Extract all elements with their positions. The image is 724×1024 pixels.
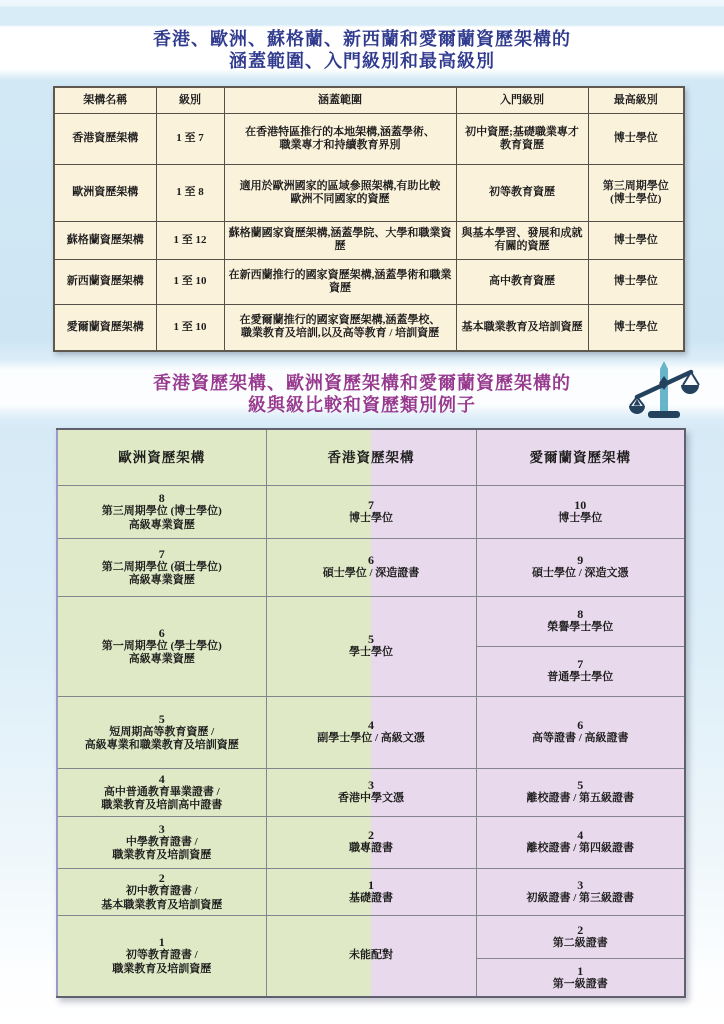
hkqf-cell — [266, 538, 476, 596]
cell-line: 高中教育資歷 — [489, 275, 555, 287]
level-number: 4 — [158, 771, 165, 786]
level-number: 8 — [158, 491, 165, 505]
level-number: 10 — [574, 497, 587, 512]
comparison-row — [57, 915, 685, 958]
title2-line1: 香港資歷架構、歐洲資歷架構和愛爾蘭資歷架構的 — [153, 373, 571, 393]
nfq-cell — [476, 538, 685, 596]
level-label: 高中普通教育畢業證書 / — [103, 785, 220, 798]
nfq-cell — [476, 596, 685, 646]
level-number: 4 — [577, 828, 584, 843]
table-row-ireland — [54, 304, 684, 351]
cell-line: 職業專才和持續教育界別 — [279, 138, 401, 151]
level-label: 第一級證書 — [552, 977, 608, 990]
hkqf-cell — [266, 596, 476, 696]
level-label: 中學教育證書 / — [125, 835, 198, 848]
header-top-level: 最高級別 — [588, 87, 684, 113]
level-label: 高等證書 / 高級證書 — [531, 732, 629, 745]
cell-line: 歐洲不同國家的資歷 — [290, 192, 390, 205]
comparison-row — [57, 696, 685, 768]
header-nfq-ireland: 愛爾蘭資歷架構 — [476, 429, 685, 485]
framework-top — [588, 259, 684, 304]
level-number: 5 — [368, 632, 374, 647]
cell-line: 博士學位 — [613, 320, 658, 333]
cell-line: 職業教育及培訓,以及高等教育 / 培訓資歷 — [240, 327, 440, 340]
level-label: 離校證書 / 第五級證書 — [526, 792, 635, 805]
hkqf-cell — [266, 768, 476, 816]
framework-scope — [224, 113, 456, 164]
level-label: 離校證書 / 第四級證書 — [526, 842, 635, 855]
level-number: 5 — [577, 778, 584, 793]
level-number: 2 — [368, 828, 374, 843]
level-number: 4 — [368, 718, 374, 733]
eqf-cell — [57, 538, 266, 596]
level-comparison-table — [56, 428, 686, 998]
level-label: 職業教育及培訓資歷 — [112, 849, 212, 861]
table-row-hk — [54, 113, 684, 164]
table-row-scotland — [54, 221, 684, 259]
level-label: 第一周期學位 (學士學位) — [101, 639, 222, 652]
level-label: 職業教育及培訓高中證書 — [101, 799, 223, 811]
level-label: 博士學位 — [558, 511, 603, 524]
cell-line: 適用於歐洲國家的區域參照架構,有助比較 — [239, 179, 441, 192]
cell-line: 基本職業教育及培訓資歷 — [461, 320, 583, 333]
header-levels: 級別 — [156, 87, 224, 113]
framework-levels: 1 至 10 — [156, 259, 224, 304]
level-label: 初級證書 / 第三級證書 — [526, 891, 635, 904]
eqf-cell — [57, 485, 266, 538]
level-label: 榮譽學士學位 — [547, 621, 614, 634]
level-label: 基礎證書 — [349, 891, 393, 904]
cell-line: 教育資歷 — [500, 138, 544, 151]
framework-entry — [456, 259, 588, 304]
hkqf-cell — [266, 485, 476, 538]
page-title-frameworks — [0, 28, 724, 72]
cell-line: 在香港特區推行的本地架構,涵蓋學術、 — [245, 125, 435, 138]
frameworks-summary-table — [53, 86, 685, 352]
level-number: 7 — [158, 546, 165, 561]
level-label: 博士學位 — [349, 511, 393, 524]
header-framework-name: 架構名稱 — [54, 87, 156, 113]
framework-name: 歐洲資歷架構 — [54, 164, 156, 221]
level-number: 1 — [577, 963, 584, 978]
level-number: 1 — [368, 877, 374, 892]
framework-scope — [224, 304, 456, 351]
level-label: 高級專業資歷 — [128, 653, 195, 665]
framework-name: 新西蘭資歷架構 — [54, 259, 156, 304]
table-row-nz — [54, 259, 684, 304]
level-number: 9 — [577, 553, 584, 568]
page-title-comparison — [0, 372, 724, 416]
comparison-row — [57, 868, 685, 915]
cell-line: 博士學位 — [613, 132, 658, 144]
framework-entry — [456, 164, 588, 221]
level-number: 6 — [368, 553, 374, 568]
level-number: 7 — [368, 497, 374, 512]
comparison-row — [57, 816, 685, 868]
level-number: 8 — [577, 607, 584, 622]
eqf-cell — [57, 768, 266, 816]
framework-entry — [456, 304, 588, 351]
eqf-cell — [57, 816, 266, 868]
table-row-eu — [54, 164, 684, 221]
level-label: 學士學位 — [349, 646, 393, 659]
framework-scope — [224, 259, 456, 304]
nfq-cell — [476, 816, 685, 868]
eqf-cell — [57, 915, 266, 997]
level-label: 第二級證書 — [552, 936, 608, 949]
header-hkqf: 香港資歷架構 — [266, 429, 476, 485]
level-number: 6 — [158, 625, 165, 640]
level-label: 初等教育證書 / — [125, 949, 198, 962]
cell-line: 蘇格蘭國家資歷架構,涵蓋學院、大學和職業資歷 — [228, 227, 452, 252]
comparison-row — [57, 485, 685, 538]
comparison-row — [57, 596, 685, 646]
level-label: 碩士學位 / 深造證書 — [322, 567, 420, 580]
framework-levels: 1 至 7 — [156, 113, 224, 164]
nfq-cell — [476, 868, 685, 915]
framework-entry — [456, 221, 588, 259]
table-header-row — [54, 87, 684, 113]
nfq-cell — [476, 768, 685, 816]
cell-line: 在新西蘭推行的國家資歷架構,涵蓋學術和職業資歷 — [228, 268, 452, 294]
level-label: 未能配對 — [349, 949, 393, 961]
nfq-cell — [476, 485, 685, 538]
cell-line: 博士學位 — [613, 275, 658, 287]
level-label: 碩士學位 / 深造文憑 — [531, 567, 629, 580]
title1-line1: 香港、歐洲、蘇格蘭、新西蘭和愛爾蘭資歷架構的 — [153, 29, 571, 49]
nfq-cell — [476, 958, 685, 997]
title2-line2: 級與級比較和資歷類別例子 — [248, 395, 476, 415]
level-number: 5 — [158, 711, 165, 726]
framework-top — [588, 113, 684, 164]
eqf-cell — [57, 696, 266, 768]
hkqf-cell — [266, 868, 476, 915]
framework-entry — [456, 113, 588, 164]
level-number: 3 — [158, 821, 165, 836]
cell-line: 初中資歷;基礎職業專才 — [465, 125, 579, 138]
eqf-cell — [57, 868, 266, 915]
level-label: 職專證書 — [349, 842, 393, 855]
level-number: 2 — [577, 922, 584, 937]
level-number: 1 — [158, 935, 165, 950]
nfq-cell — [476, 646, 685, 696]
comparison-row — [57, 768, 685, 816]
level-label: 高級專業資歷 — [128, 574, 195, 586]
comparison-row — [57, 538, 685, 596]
cell-line: (博士學位) — [610, 192, 662, 205]
level-label: 高級專業和職業教育及培訓資歷 — [84, 739, 239, 751]
framework-levels: 1 至 12 — [156, 221, 224, 259]
framework-top — [588, 304, 684, 351]
balance-scale-icon — [628, 361, 700, 419]
hkqf-cell-no-match — [266, 915, 476, 997]
nfq-cell — [476, 696, 685, 768]
cell-line: 有關的資歷 — [494, 240, 550, 252]
level-label: 高級專業資歷 — [128, 518, 195, 531]
framework-top — [588, 164, 684, 221]
cell-line: 在愛爾蘭推行的國家資歷架構,涵蓋學校、 — [239, 314, 441, 327]
framework-levels: 1 至 10 — [156, 304, 224, 351]
level-label: 香港中學文憑 — [338, 792, 404, 805]
cell-line: 博士學位 — [613, 233, 658, 246]
level-label: 職業教育及培訓資歷 — [112, 962, 212, 975]
level-label: 初中教育證書 / — [125, 885, 198, 897]
level-label: 基本職業教育及培訓資歷 — [101, 898, 223, 911]
cell-line: 第三周期學位 — [602, 179, 669, 192]
level-label: 副學士學位 / 高級文憑 — [317, 732, 425, 745]
eqf-cell — [57, 596, 266, 696]
level-number: 2 — [158, 871, 165, 885]
cell-line: 與基本學習、發展和成就 — [461, 227, 583, 239]
level-number: 3 — [577, 877, 584, 892]
level-label: 短周期高等教育資歷 / — [109, 725, 215, 738]
framework-name: 愛爾蘭資歷架構 — [54, 304, 156, 351]
framework-scope — [224, 221, 456, 259]
nfq-cell — [476, 915, 685, 958]
framework-top — [588, 221, 684, 259]
level-number: 7 — [577, 657, 584, 672]
level-number: 3 — [368, 778, 374, 793]
level-label: 第三周期學位 (博士學位) — [101, 505, 222, 517]
hkqf-cell — [266, 696, 476, 768]
framework-name: 香港資歷架構 — [54, 113, 156, 164]
cell-line: 初等教育資歷 — [489, 186, 555, 198]
level-number: 6 — [577, 718, 584, 733]
header-entry-level: 入門級別 — [456, 87, 588, 113]
level-label: 第二周期學位 (碩士學位) — [101, 560, 222, 573]
header-scope: 涵蓋範圍 — [224, 87, 456, 113]
title1-line2: 涵蓋範圍、入門級別和最高級別 — [229, 51, 495, 71]
level-label: 普通學士學位 — [547, 671, 614, 684]
framework-levels: 1 至 8 — [156, 164, 224, 221]
framework-name: 蘇格蘭資歷架構 — [54, 221, 156, 259]
framework-scope — [224, 164, 456, 221]
hkqf-cell — [266, 816, 476, 868]
table-header-row — [57, 429, 685, 485]
header-eqf: 歐洲資歷架構 — [57, 429, 266, 485]
